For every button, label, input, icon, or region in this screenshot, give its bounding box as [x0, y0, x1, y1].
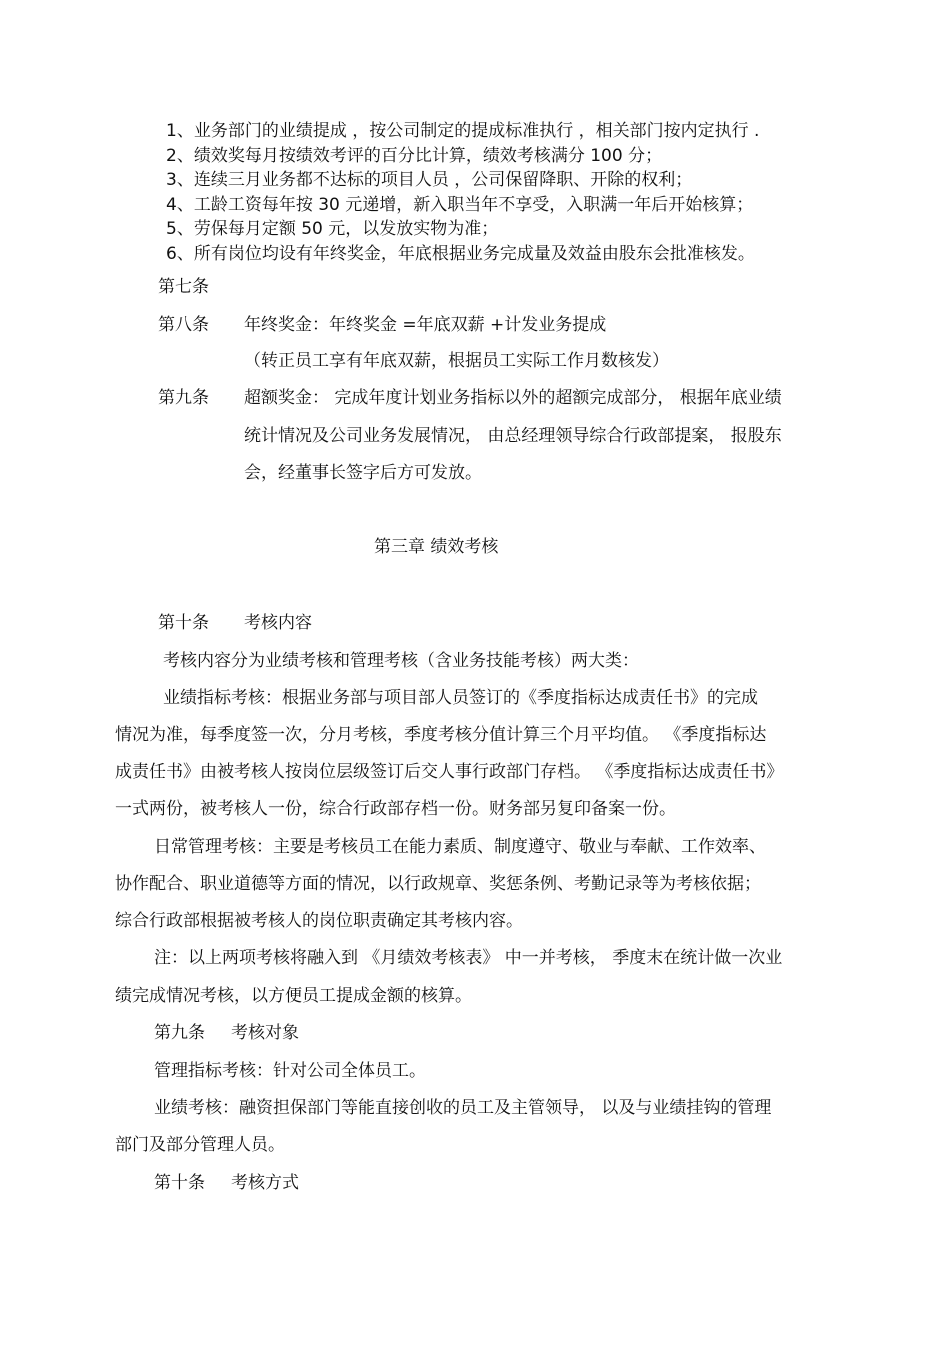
list-item-6: 6、所有岗位均设有年终奖金，年底根据业务完成量及效益由股东会批准核发。 — [166, 244, 755, 264]
article-9b-title: 考核对象 — [231, 1023, 299, 1043]
article-10b-title: 考核方式 — [231, 1173, 299, 1193]
targets-performance-line-2: 部门及部分管理人员。 — [115, 1135, 285, 1155]
article-10b-label: 第十条 — [154, 1173, 205, 1193]
article-9-label: 第九条 — [158, 388, 209, 408]
article-7-label: 第七条 — [158, 277, 209, 297]
targets-performance-line-1: 业绩考核：融资担保部门等能直接创收的员工及主管领导， 以及与业绩挂钩的管理 — [154, 1098, 772, 1118]
note-line-1: 注：以上两项考核将融入到 《月绩效考核表》 中一并考核， 季度末在统计做一次业 — [154, 948, 783, 968]
daily-line-2: 协作配合、职业道德等方面的情况，以行政规章、奖惩条例、考勤记录等为考核依据； — [115, 874, 761, 894]
daily-line-1: 日常管理考核：主要是考核员工在能力素质、制度遵守、敬业与奉献、工作效率、 — [154, 837, 766, 857]
list-item-5: 5、劳保每月定额 50 元，以发放实物为准； — [166, 219, 499, 239]
article-9-line-3: 会，经董事长签字后方可发放。 — [244, 463, 482, 483]
note-line-2: 绩完成情况考核，以方便员工提成金额的核算。 — [115, 986, 472, 1006]
list-item-1: 1、业务部门的业绩提成 ，按公司制定的提成标准执行 ，相关部门按内定执行 . — [166, 121, 760, 141]
list-item-4: 4、工龄工资每年按 30 元递增，新入职当年不享受，入职满一年后开始核算； — [166, 195, 754, 215]
article-9b-label: 第九条 — [154, 1023, 205, 1043]
content-intro: 考核内容分为业绩考核和管理考核（含业务技能考核）两大类： — [163, 651, 639, 671]
article-10-title: 考核内容 — [244, 613, 312, 633]
performance-line-4: 一式两份，被考核人一份，综合行政部存档一份。财务部另复印备案一份。 — [115, 799, 676, 819]
performance-line-1: 业绩指标考核：根据业务部与项目部人员签订的《季度指标达成责任书》的完成 — [163, 688, 758, 708]
article-8-title: 年终奖金：年终奖金 =年底双薪 +计发业务提成 — [244, 315, 607, 335]
list-item-3: 3、连续三月业务都不达标的项目人员 ，公司保留降职、开除的权利； — [166, 170, 693, 190]
daily-line-3: 综合行政部根据被考核人的岗位职责确定其考核内容。 — [115, 911, 523, 931]
article-9-line-2: 统计情况及公司业务发展情况， 由总经理领导综合行政部提案， 报股东 — [244, 426, 782, 446]
article-10-label: 第十条 — [158, 613, 209, 633]
article-8-label: 第八条 — [158, 315, 209, 335]
list-item-2: 2、绩效奖每月按绩效考评的百分比计算，绩效考核满分 100 分； — [166, 146, 663, 166]
article-8-note: （转正员工享有年底双薪，根据员工实际工作月数核发） — [244, 351, 669, 371]
performance-line-3: 成责任书》由被考核人按岗位层级签订后交人事行政部门存档。 《季度指标达成责任书》 — [115, 762, 784, 782]
article-9-line-1: 超额奖金： 完成年度计划业务指标以外的超额完成部分， 根据年底业绩 — [244, 388, 782, 408]
chapter-heading: 第三章 绩效考核 — [374, 537, 499, 557]
targets-management: 管理指标考核：针对公司全体员工。 — [154, 1061, 426, 1081]
performance-line-2: 情况为准，每季度签一次，分月考核，季度考核分值计算三个月平均值。 《季度指标达 — [115, 725, 767, 745]
